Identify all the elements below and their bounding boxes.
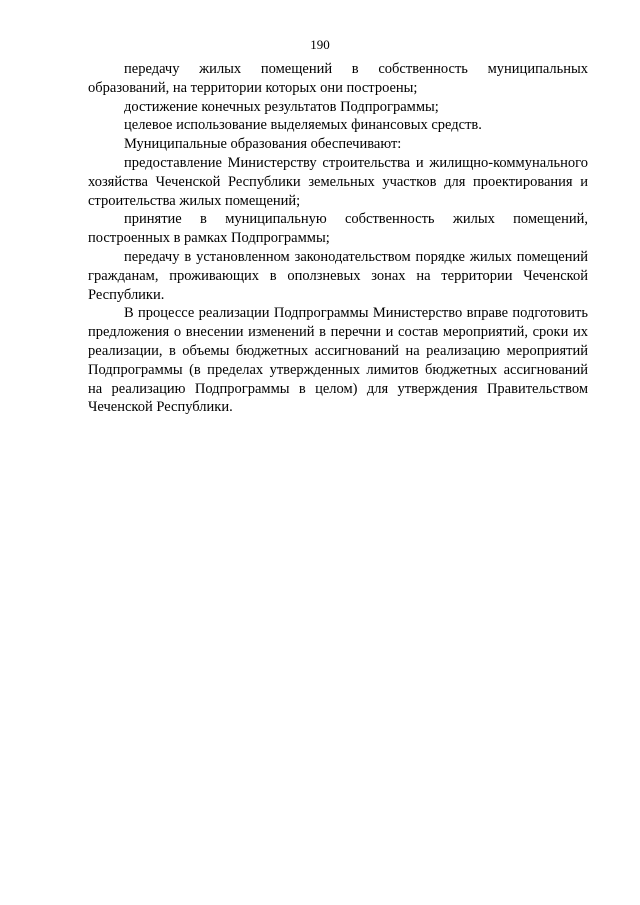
page-number: 190 bbox=[310, 37, 330, 52]
paragraph-transfer-housing: передачу жилых помещений в собственность муниципальных образований, на территории которых они построены; bbox=[88, 61, 588, 96]
paragraph-target-use: целевое использование выделяемых финансовых средств. bbox=[124, 117, 482, 134]
paragraph-municipalities-ensure: Муниципальные образования обеспечивают: bbox=[124, 136, 402, 153]
paragraph-final-results: достижение конечных результатов Подпрограммы; bbox=[124, 98, 439, 115]
paragraph-transfer-to-citizens: передачу в установленном законодательством порядке жилых помещений гражданам, проживающих в оползневых зонах на территории Чеченской Республики. bbox=[88, 248, 588, 303]
paragraph-ministry-proposals: В процессе реализации Подпрограммы Министерство вправе подготовить предложения о внесении изменений в перечни и состав мероприятий, сроки их реализации, в объемы бюджетных ассигнований на реализацию мероприятий Подпрограммы (в пределах утвержденных лимитов бюджетных ассигнований на реализацию Подпрограммы в целом) для утверждения Правительством Чеченской Республики. bbox=[88, 305, 588, 416]
paragraph-land-provision: предоставление Министерству строительства и жилищно-коммунального хозяйства Чеченской Республики земельных участков для проектирования и строительства жилых помещений; bbox=[88, 154, 588, 209]
paragraph-municipal-acceptance: принятие в муниципальную собственность жилых помещений, построенных в рамках Подпрограммы; bbox=[88, 211, 588, 247]
document-body bbox=[88, 60, 588, 417]
